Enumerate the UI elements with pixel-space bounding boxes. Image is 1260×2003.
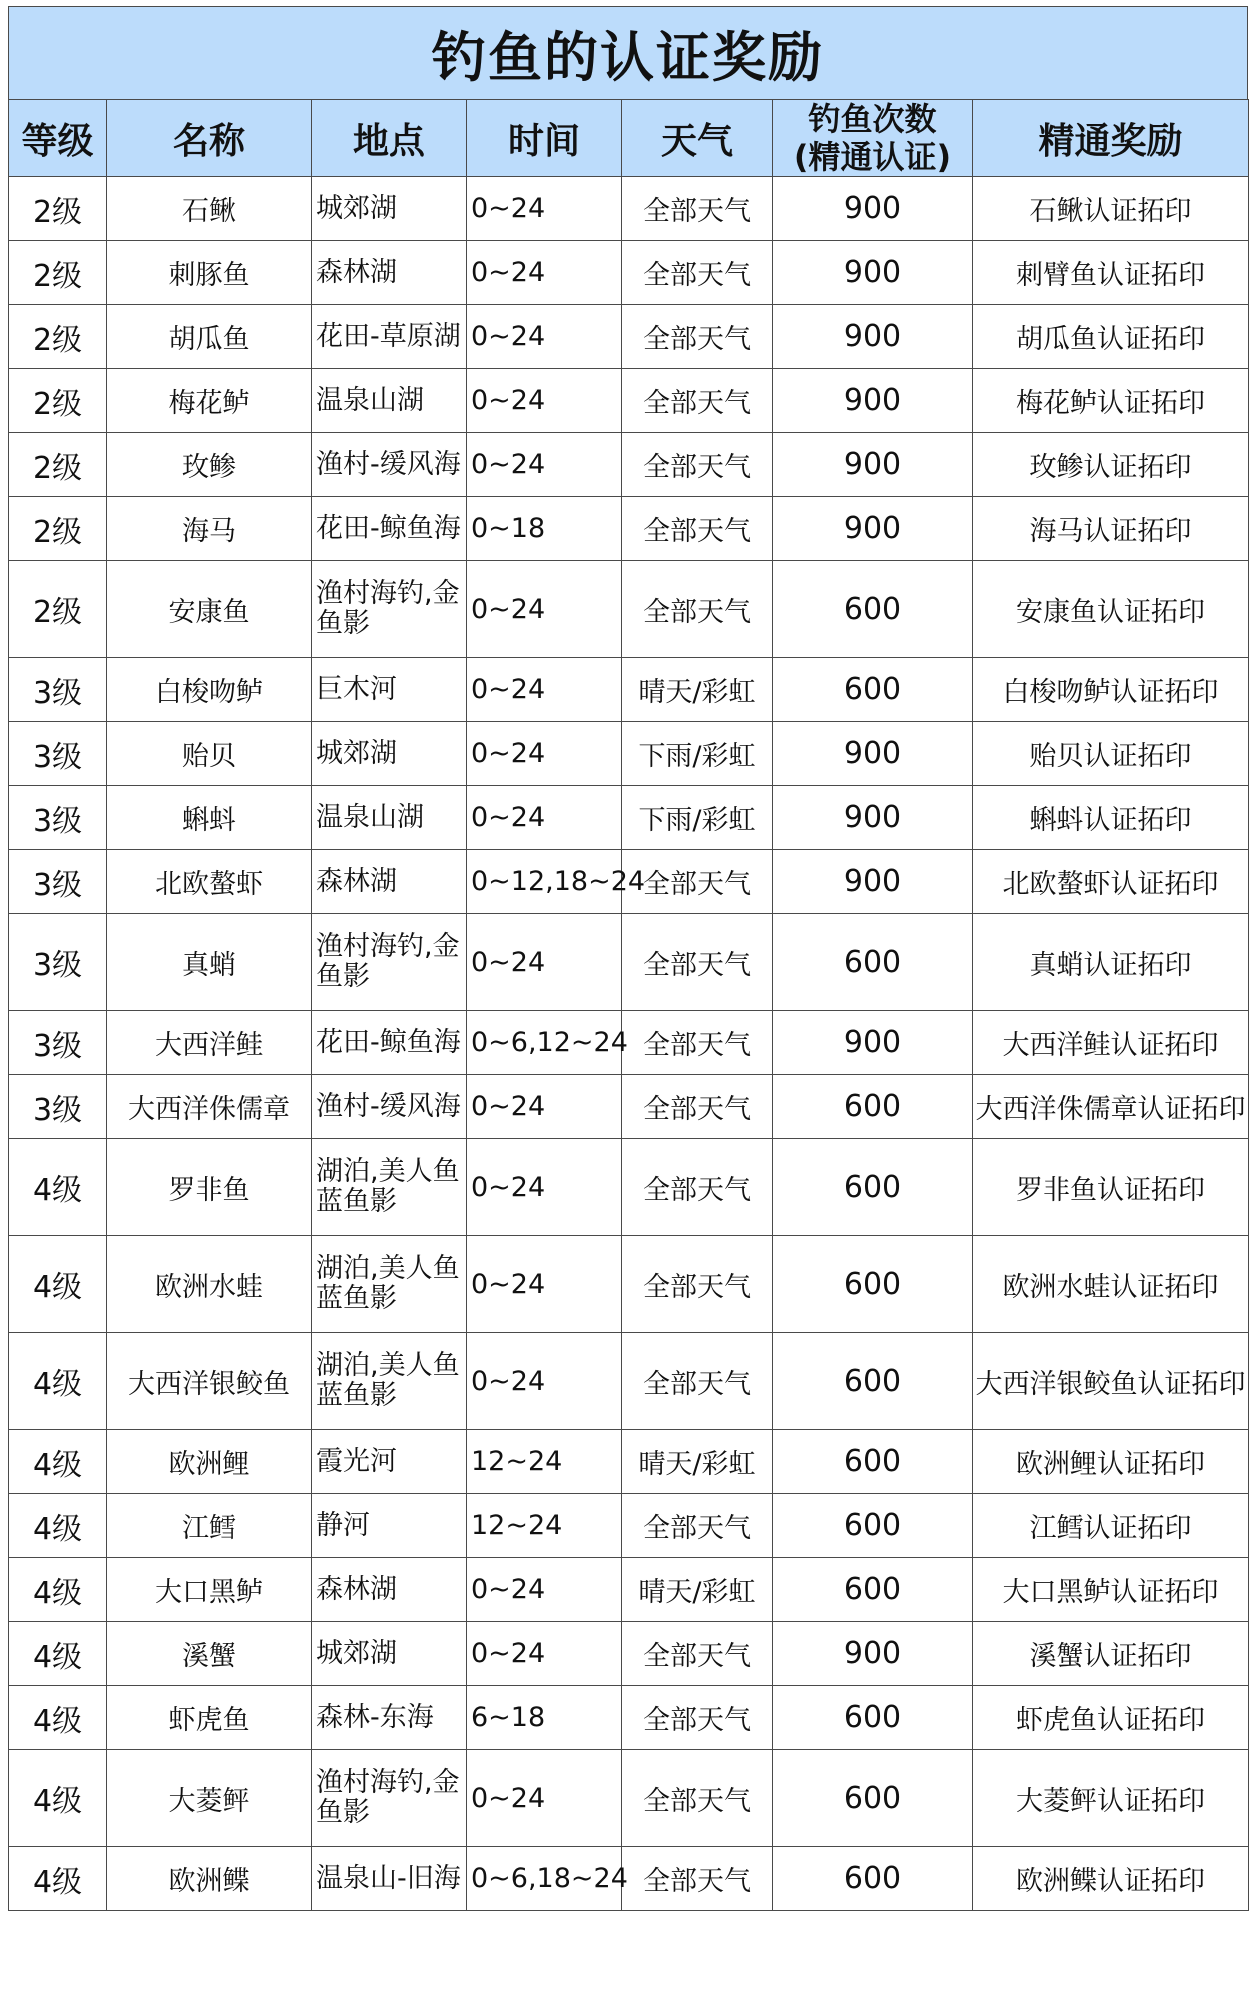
cell-location: 城郊湖 (312, 1622, 467, 1686)
cell-name: 虾虎鱼 (107, 1686, 312, 1750)
cell-level: 2级 (9, 497, 107, 561)
cell-count: 600 (773, 1075, 973, 1139)
cell-level: 3级 (9, 658, 107, 722)
cell-name: 石鳅 (107, 177, 312, 241)
cell-location: 花田-鲸鱼海 (312, 1011, 467, 1075)
cell-location: 霞光河 (312, 1430, 467, 1494)
cell-reward: 真蛸认证拓印 (973, 914, 1249, 1011)
cell-count: 900 (773, 305, 973, 369)
cell-time: 0~24 (467, 1139, 622, 1236)
cell-name: 海马 (107, 497, 312, 561)
cell-level: 3级 (9, 1075, 107, 1139)
cell-name: 梅花鲈 (107, 369, 312, 433)
cell-weather: 全部天气 (622, 1075, 773, 1139)
cell-location: 森林湖 (312, 1558, 467, 1622)
header-location: 地点 (312, 100, 467, 177)
cell-count: 600 (773, 1847, 973, 1911)
cell-name: 大西洋侏儒章 (107, 1075, 312, 1139)
table-row (9, 914, 1249, 1011)
cell-count: 900 (773, 433, 973, 497)
cell-level: 4级 (9, 1494, 107, 1558)
cell-reward: 安康鱼认证拓印 (973, 561, 1249, 658)
cell-location: 森林-东海 (312, 1686, 467, 1750)
cell-time: 0~24 (467, 786, 622, 850)
cell-weather: 全部天气 (622, 1011, 773, 1075)
cell-time: 0~24 (467, 369, 622, 433)
cell-reward: 贻贝认证拓印 (973, 722, 1249, 786)
cell-location: 湖泊,美人鱼蓝鱼影 (312, 1236, 467, 1333)
cell-reward: 大西洋侏儒章认证拓印 (973, 1075, 1249, 1139)
cell-time: 0~24 (467, 1622, 622, 1686)
cell-reward: 欧洲鲤认证拓印 (973, 1430, 1249, 1494)
cell-count: 600 (773, 1333, 973, 1430)
cell-count: 600 (773, 1494, 973, 1558)
cell-level: 4级 (9, 1430, 107, 1494)
cell-location: 城郊湖 (312, 722, 467, 786)
cell-weather: 下雨/彩虹 (622, 722, 773, 786)
cell-level: 4级 (9, 1236, 107, 1333)
cell-time: 6~18 (467, 1686, 622, 1750)
table-row (9, 658, 1249, 722)
header-name: 名称 (107, 100, 312, 177)
table-row (9, 1494, 1249, 1558)
cell-level: 3级 (9, 850, 107, 914)
cell-name: 溪蟹 (107, 1622, 312, 1686)
table-row (9, 850, 1249, 914)
cell-weather: 全部天气 (622, 241, 773, 305)
cell-count: 600 (773, 1430, 973, 1494)
cell-name: 蝌蚪 (107, 786, 312, 850)
cell-weather: 全部天气 (622, 369, 773, 433)
cell-weather: 全部天气 (622, 850, 773, 914)
table-row (9, 433, 1249, 497)
cell-location: 城郊湖 (312, 177, 467, 241)
cell-level: 3级 (9, 786, 107, 850)
cell-reward: 大西洋鲑认证拓印 (973, 1011, 1249, 1075)
cell-time: 0~24 (467, 1750, 622, 1847)
cell-weather: 全部天气 (622, 177, 773, 241)
header-count-line2: (精通认证) (793, 138, 952, 176)
header-count-line1: 钓鱼次数 (808, 100, 937, 138)
cell-weather: 全部天气 (622, 1847, 773, 1911)
table-header-row (9, 100, 1249, 177)
table-row (9, 1011, 1249, 1075)
cell-reward: 刺臂鱼认证拓印 (973, 241, 1249, 305)
cell-name: 刺豚鱼 (107, 241, 312, 305)
cell-time: 0~24 (467, 1333, 622, 1430)
cell-count: 600 (773, 1139, 973, 1236)
cell-reward: 海马认证拓印 (973, 497, 1249, 561)
cell-reward: 江鳕认证拓印 (973, 1494, 1249, 1558)
cell-count: 600 (773, 561, 973, 658)
cell-name: 江鳕 (107, 1494, 312, 1558)
cell-count: 900 (773, 722, 973, 786)
cell-level: 2级 (9, 241, 107, 305)
cell-location: 渔村-缓风海 (312, 433, 467, 497)
cell-reward: 胡瓜鱼认证拓印 (973, 305, 1249, 369)
cell-time: 0~6,18~24 (467, 1847, 622, 1911)
table-row (9, 786, 1249, 850)
cell-reward: 梅花鲈认证拓印 (973, 369, 1249, 433)
cell-time: 0~24 (467, 1075, 622, 1139)
cell-name: 真蛸 (107, 914, 312, 1011)
cell-name: 白梭吻鲈 (107, 658, 312, 722)
cell-count: 600 (773, 658, 973, 722)
cell-time: 0~24 (467, 177, 622, 241)
cell-weather: 全部天气 (622, 1750, 773, 1847)
cell-time: 0~24 (467, 241, 622, 305)
cell-time: 12~24 (467, 1494, 622, 1558)
table-row (9, 1139, 1249, 1236)
cell-weather: 全部天气 (622, 914, 773, 1011)
cell-reward: 欧洲水蛙认证拓印 (973, 1236, 1249, 1333)
cell-time: 0~18 (467, 497, 622, 561)
cell-weather: 晴天/彩虹 (622, 658, 773, 722)
cell-count: 900 (773, 1011, 973, 1075)
cell-reward: 大菱鲆认证拓印 (973, 1750, 1249, 1847)
cell-level: 4级 (9, 1333, 107, 1430)
cell-reward: 白梭吻鲈认证拓印 (973, 658, 1249, 722)
cell-time: 12~24 (467, 1430, 622, 1494)
cell-name: 大菱鲆 (107, 1750, 312, 1847)
cell-count: 900 (773, 177, 973, 241)
cell-level: 3级 (9, 1011, 107, 1075)
cell-weather: 全部天气 (622, 561, 773, 658)
cell-time: 0~24 (467, 433, 622, 497)
cell-location: 花田-鲸鱼海 (312, 497, 467, 561)
cell-name: 安康鱼 (107, 561, 312, 658)
cell-count: 600 (773, 1236, 973, 1333)
table-row (9, 1075, 1249, 1139)
cell-level: 4级 (9, 1558, 107, 1622)
cell-name: 北欧螯虾 (107, 850, 312, 914)
cell-count: 900 (773, 1622, 973, 1686)
header-reward: 精通奖励 (973, 100, 1249, 177)
cell-weather: 全部天气 (622, 1494, 773, 1558)
cell-location: 花田-草原湖 (312, 305, 467, 369)
cell-reward: 石鳅认证拓印 (973, 177, 1249, 241)
table-row (9, 1750, 1249, 1847)
cell-location: 渔村海钓,金鱼影 (312, 1750, 467, 1847)
cell-location: 森林湖 (312, 850, 467, 914)
cell-level: 2级 (9, 177, 107, 241)
cell-reward: 欧洲鲽认证拓印 (973, 1847, 1249, 1911)
table-row (9, 1333, 1249, 1430)
cell-name: 大西洋银鲛鱼 (107, 1333, 312, 1430)
cell-level: 2级 (9, 561, 107, 658)
table-row (9, 1622, 1249, 1686)
fishing-certification-sheet (8, 6, 1248, 1911)
cell-name: 贻贝 (107, 722, 312, 786)
cell-time: 0~24 (467, 1558, 622, 1622)
cell-location: 温泉山湖 (312, 786, 467, 850)
cell-location: 湖泊,美人鱼蓝鱼影 (312, 1139, 467, 1236)
cell-name: 欧洲水蛙 (107, 1236, 312, 1333)
cell-location: 湖泊,美人鱼蓝鱼影 (312, 1333, 467, 1430)
cell-name: 罗非鱼 (107, 1139, 312, 1236)
cell-reward: 大西洋银鲛鱼认证拓印 (973, 1333, 1249, 1430)
cell-time: 0~6,12~24 (467, 1011, 622, 1075)
cell-count: 600 (773, 1750, 973, 1847)
table-row (9, 241, 1249, 305)
cell-level: 4级 (9, 1847, 107, 1911)
cell-time: 0~24 (467, 722, 622, 786)
cell-location: 渔村海钓,金鱼影 (312, 914, 467, 1011)
cell-weather: 全部天气 (622, 433, 773, 497)
cell-weather: 全部天气 (622, 1139, 773, 1236)
cell-reward: 罗非鱼认证拓印 (973, 1139, 1249, 1236)
cell-level: 4级 (9, 1622, 107, 1686)
cell-count: 600 (773, 914, 973, 1011)
table-row (9, 305, 1249, 369)
cell-level: 2级 (9, 305, 107, 369)
cell-name: 欧洲鲽 (107, 1847, 312, 1911)
table-row (9, 497, 1249, 561)
cell-level: 3级 (9, 914, 107, 1011)
table-row (9, 722, 1249, 786)
cell-count: 600 (773, 1558, 973, 1622)
table-row (9, 1558, 1249, 1622)
cell-weather: 晴天/彩虹 (622, 1430, 773, 1494)
cell-name: 欧洲鲤 (107, 1430, 312, 1494)
header-weather: 天气 (622, 100, 773, 177)
cell-weather: 全部天气 (622, 1333, 773, 1430)
table-row (9, 1847, 1249, 1911)
cell-time: 0~12,18~24 (467, 850, 622, 914)
table-body (9, 177, 1249, 1911)
cell-level: 3级 (9, 722, 107, 786)
table-row (9, 369, 1249, 433)
cell-weather: 全部天气 (622, 1236, 773, 1333)
table-row (9, 177, 1249, 241)
cell-location: 森林湖 (312, 241, 467, 305)
page-title: 钓鱼的认证奖励 (8, 6, 1248, 99)
cell-name: 胡瓜鱼 (107, 305, 312, 369)
cell-location: 渔村海钓,金鱼影 (312, 561, 467, 658)
cell-level: 2级 (9, 433, 107, 497)
header-level: 等级 (9, 100, 107, 177)
certification-table (8, 99, 1249, 1911)
cell-count: 900 (773, 241, 973, 305)
cell-reward: 北欧螯虾认证拓印 (973, 850, 1249, 914)
cell-weather: 全部天气 (622, 1686, 773, 1750)
cell-name: 大西洋鲑 (107, 1011, 312, 1075)
cell-time: 0~24 (467, 914, 622, 1011)
cell-weather: 全部天气 (622, 1622, 773, 1686)
cell-location: 温泉山-旧海 (312, 1847, 467, 1911)
header-time: 时间 (467, 100, 622, 177)
table-row (9, 561, 1249, 658)
cell-reward: 溪蟹认证拓印 (973, 1622, 1249, 1686)
cell-reward: 蝌蚪认证拓印 (973, 786, 1249, 850)
cell-location: 温泉山湖 (312, 369, 467, 433)
cell-count: 900 (773, 786, 973, 850)
cell-location: 静河 (312, 1494, 467, 1558)
cell-weather: 晴天/彩虹 (622, 1558, 773, 1622)
cell-count: 900 (773, 497, 973, 561)
cell-level: 2级 (9, 369, 107, 433)
header-count (773, 100, 973, 177)
cell-reward: 大口黑鲈认证拓印 (973, 1558, 1249, 1622)
cell-count: 900 (773, 369, 973, 433)
table-row (9, 1430, 1249, 1494)
cell-count: 600 (773, 1686, 973, 1750)
cell-time: 0~24 (467, 561, 622, 658)
cell-time: 0~24 (467, 658, 622, 722)
cell-level: 4级 (9, 1139, 107, 1236)
cell-location: 渔村-缓风海 (312, 1075, 467, 1139)
cell-weather: 全部天气 (622, 497, 773, 561)
table-row (9, 1686, 1249, 1750)
cell-level: 4级 (9, 1686, 107, 1750)
cell-count: 900 (773, 850, 973, 914)
cell-level: 4级 (9, 1750, 107, 1847)
table-row (9, 1236, 1249, 1333)
cell-location: 巨木河 (312, 658, 467, 722)
cell-reward: 虾虎鱼认证拓印 (973, 1686, 1249, 1750)
cell-time: 0~24 (467, 1236, 622, 1333)
cell-name: 玫鲹 (107, 433, 312, 497)
cell-weather: 全部天气 (622, 305, 773, 369)
cell-reward: 玫鲹认证拓印 (973, 433, 1249, 497)
cell-time: 0~24 (467, 305, 622, 369)
cell-name: 大口黑鲈 (107, 1558, 312, 1622)
cell-weather: 下雨/彩虹 (622, 786, 773, 850)
